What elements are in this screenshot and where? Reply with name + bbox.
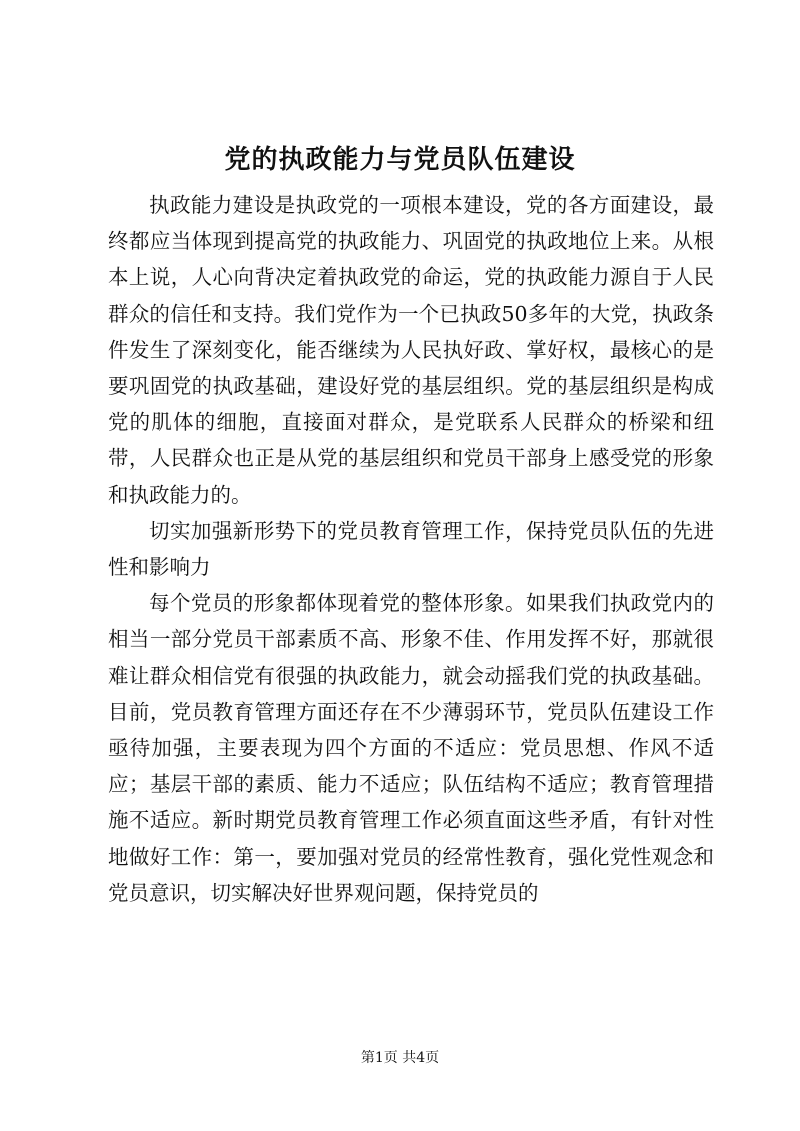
paragraph-2: 切实加强新形势下的党员教育管理工作，保持党员队伍的先进性和影响力	[108, 518, 714, 580]
document-title: 党的执政能力与党员队伍建设	[224, 145, 576, 175]
document-body	[108, 187, 714, 911]
paragraph-3: 每个党员的形象都体现着党的整体形象。如果我们执政党内的相当一部分党员干部素质不高、形象不佳、作用发挥不好，那就很难让群众相信党有很强的执政能力，就会动摇我们党的执政基础。目前，党员教育管理方面还存在不少薄弱环节，党员队伍建设工作亟待加强，主要表现为四个方面的不适应：党员思想、作风不适应；基层干部的素质、能力不适应；队伍结构不适应；教育管理措施不适应。新时期党员教育管理工作必须直面这些矛盾，有针对性地做好工作：第一，要加强对党员的经常性教育，强化党性观念和党员意识，切实解决好世界观问题，保持党员的	[108, 591, 714, 905]
page-number-footer: 第1页 共4页	[360, 1050, 440, 1066]
paragraph-1: 执政能力建设是执政党的一项根本建设，党的各方面建设，最终都应当体现到提高党的执政能力、巩固党的执政地位上来。从根本上说，人心向背决定着执政党的命运，党的执政能力源自于人民群众的信任和支持。我们党作为一个已执政50多年的大党，执政条件发生了深刻变化，能否继续为人民执好政、掌好权，最核心的是要巩固党的执政基础，建设好党的基层组织。党的基层组织是构成党的肌体的细胞，直接面对群众，是党联系人民群众的桥梁和纽带，人民群众也正是从党的基层组织和党员干部身上感受党的形象和执政能力的。	[108, 193, 714, 507]
